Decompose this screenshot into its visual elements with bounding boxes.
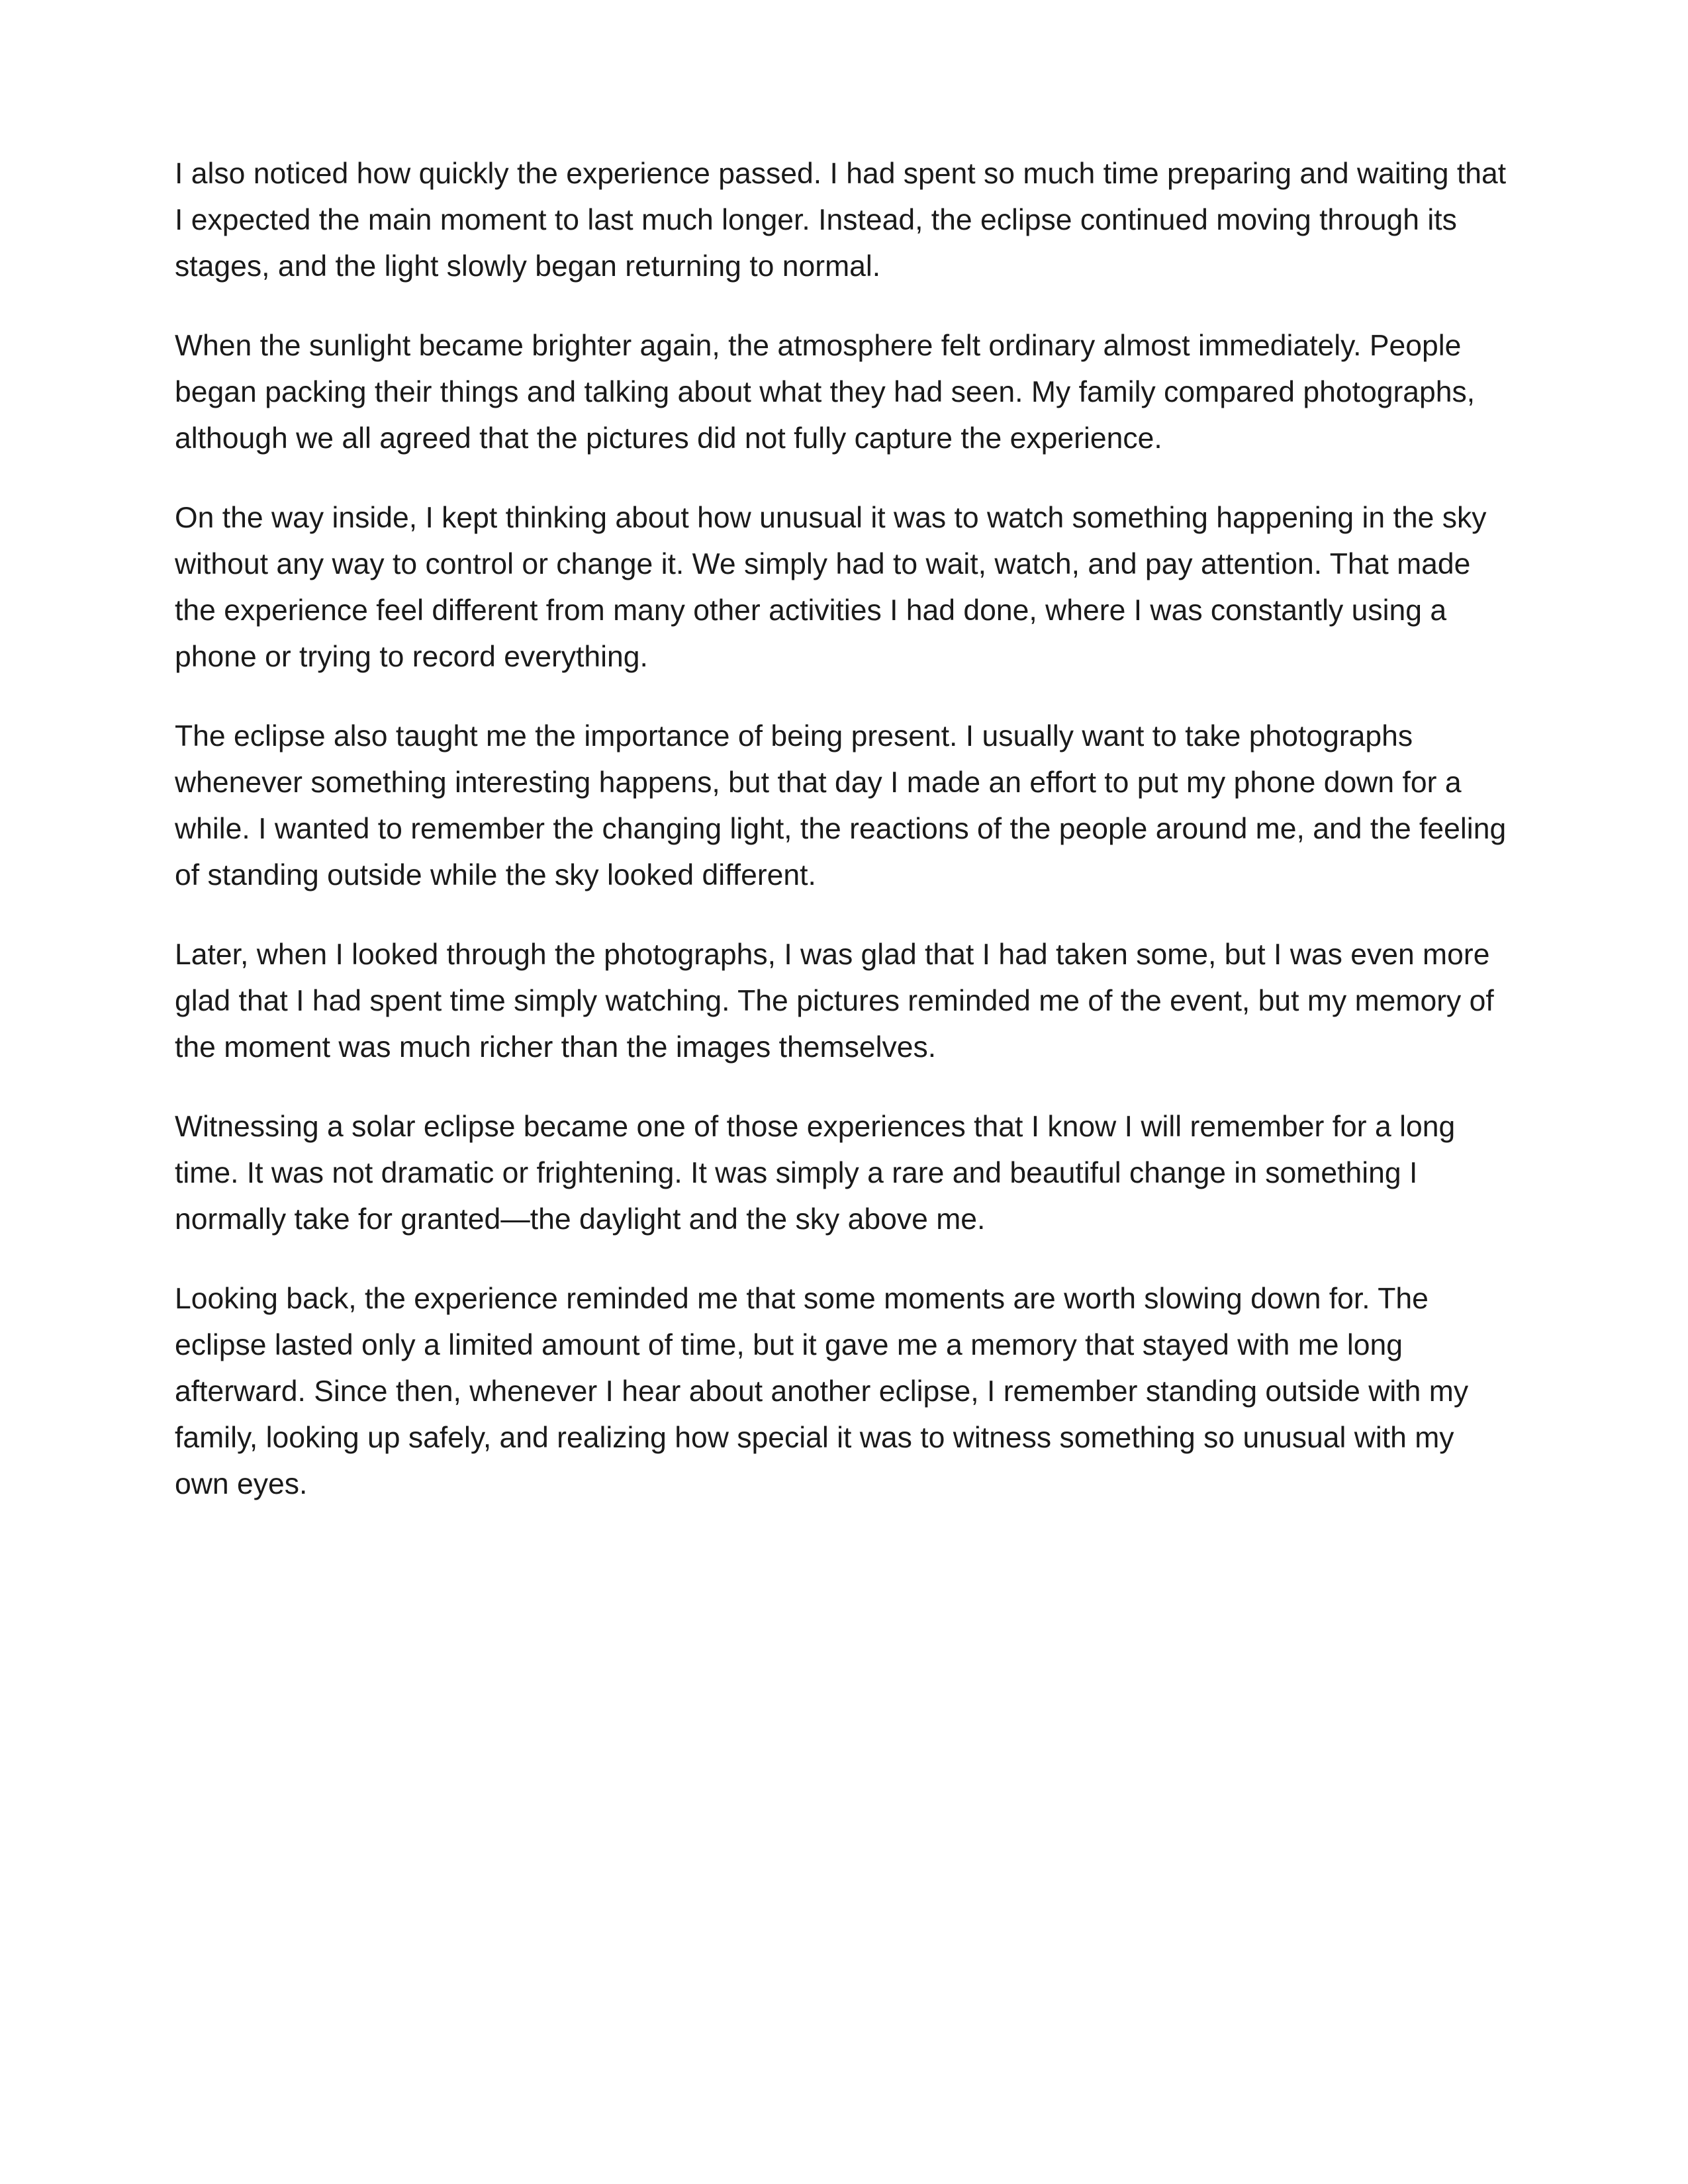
document-body xyxy=(175,151,1513,1508)
paragraph-4: The eclipse also taught me the importance of being present. I usually want to take photographs whenever something interesting happens, but that day I made an effort to put my phone down for a while. I wanted to remember the changing light, the reactions of the people around me, and the feeling of standing outside while the sky looked different. xyxy=(175,720,1507,891)
paragraph-6: Witnessing a solar eclipse became one of those experiences that I know I will remember for a long time. It was not dramatic or frightening. It was simply a rare and beautiful change in something I normally take for granted—the daylight and the sky above me. xyxy=(175,1111,1456,1236)
paragraph-7: Looking back, the experience reminded me that some moments are worth slowing down for. The eclipse lasted only a limited amount of time, but it gave me a memory that stayed with me long afterward. Since then, whenever I hear about another eclipse, I remember standing outside with my family, looking up safely, and realizing how special it was to witness something so unusual with my own eyes. xyxy=(175,1283,1469,1500)
paragraph-2: When the sunlight became brighter again, the atmosphere felt ordinary almost immediately. People began packing their things and talking about what they had seen. My family compared photographs, although we all agreed that the pictures did not fully capture the experience. xyxy=(175,330,1476,455)
paragraph-5: Later, when I looked through the photographs, I was glad that I had taken some, but I was even more glad that I had spent time simply watching. The pictures reminded me of the event, but my memory of the moment was much richer than the images themselves. xyxy=(175,938,1494,1064)
paragraph-3: On the way inside, I kept thinking about how unusual it was to watch something happening in the sky without any way to control or change it. We simply had to wait, watch, and pay attention. That made the experience feel different from many other activities I had done, where I was constantly using a phone or trying to record everything. xyxy=(175,502,1487,673)
paragraph-1: I also noticed how quickly the experience passed. I had spent so much time preparing and waiting that I expected the main moment to last much longer. Instead, the eclipse continued moving through its stages, and the light slowly began returning to normal. xyxy=(175,158,1507,283)
